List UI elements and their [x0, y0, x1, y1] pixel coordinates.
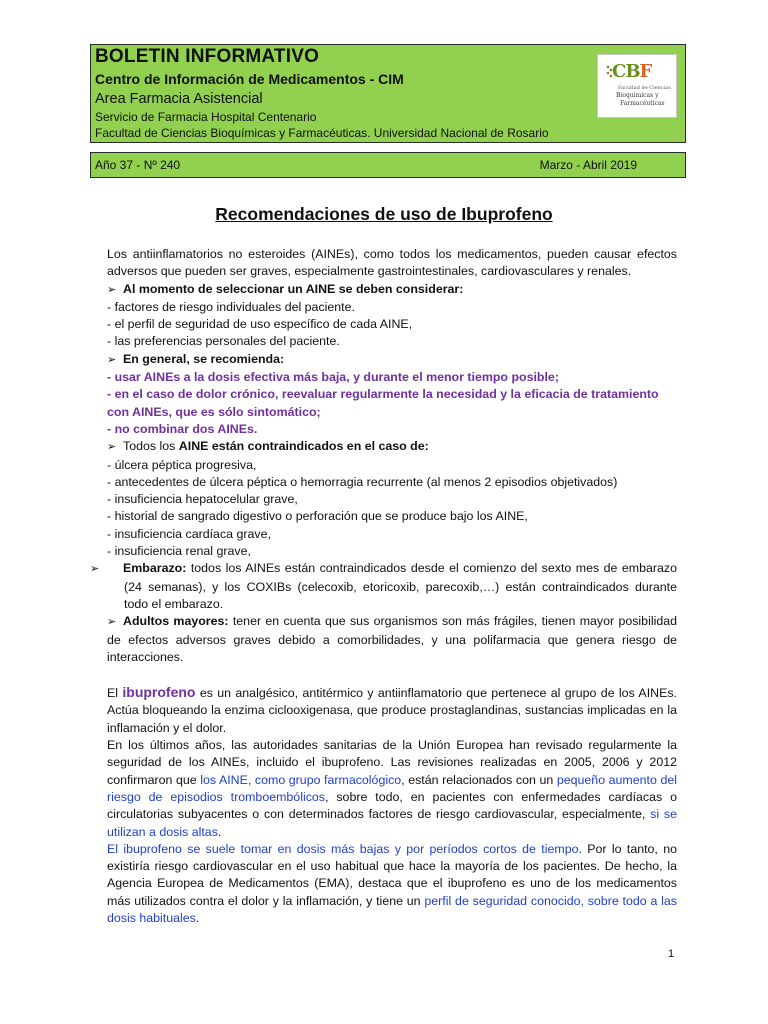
highlight-text: los AINE, como grupo farmacológico: [200, 772, 402, 787]
list-item: - el perfil de seguridad de uso específico de cada AINE,: [107, 317, 413, 332]
recommendation-item: - usar AINEs a la dosis efectiva más baja, y durante el menor tiempo posible;: [107, 370, 559, 385]
arrow-bullet-icon: ➢: [107, 353, 117, 366]
spacer: [107, 666, 677, 684]
recommendation-item: - en el caso de dolor crónico, reevaluar regularmente la necesidad y la eficacia de tratamiento con AINEs, que es sólo sintomático;: [107, 387, 659, 419]
list-item: - insuficiencia hepatocelular grave,: [107, 492, 298, 507]
text-run: , sobre todo, en pacientes con enfermedades cardíacas o circulatorias subyacentes o con determinados factores de riesgo cardiovascular, especialmente,: [107, 789, 677, 822]
ibuprofeno-paragraph: [107, 684, 677, 737]
list-item: - antecedentes de úlcera péptica o hemorragia recurrente (al menos 2 episodios objetivados): [107, 474, 618, 489]
text-run: En los últimos años, las autoridades sanitarias de la Unión Europea han revisado regularmente la seguridad de los AINEs, incluido el ibuprofeno. Las revisiones realizadas en 2005, 2006 y 2012 confirmaron que: [107, 738, 677, 787]
logo-line-3: Farmacéuticas: [620, 100, 665, 107]
faculty-logo: [597, 54, 677, 118]
list-item: - insuficiencia cardíaca grave,: [107, 526, 271, 541]
embarazo-text: todos los AINEs están contraindicados desde el comienzo del sexto mes de embarazo (24 semanas), y los COXIBs (celecoxib, etoricoxib, parecoxib,…) están contraindicados durante todo el embarazo.: [124, 561, 677, 611]
highlight-text: pequeño aumento del riesgo de episodios tromboembólicos: [107, 772, 677, 804]
area-name: Area Farmacia Asistencial: [95, 91, 263, 107]
logo-line-2: Bioquímicas y: [616, 92, 659, 99]
highlight-text: perfil de seguridad conocido, sobre todo a las dosis habituales: [107, 893, 677, 925]
logo-mark: [612, 61, 651, 82]
faculty-name: Facultad de Ciencias Bioquímicas y Farmacéuticas. Universidad Nacional de Rosario: [95, 126, 549, 140]
issue-date: Marzo - Abril 2019: [539, 158, 637, 172]
highlight-text: si se utilizan a dosis altas: [107, 807, 677, 839]
logo-mark-main: CB: [612, 61, 640, 82]
issue-banner: [90, 152, 686, 178]
arrow-bullet-icon: ➢: [107, 441, 117, 454]
list-item: - factores de riesgo individuales del paciente.: [107, 299, 355, 314]
header-banner: [90, 44, 686, 143]
recommendation-item: - no combinar dos AINEs.: [107, 421, 258, 436]
logo-mark-accent: F: [639, 61, 652, 82]
intro-paragraph: Los antiinflamatorios no esteroides (AINEs), como todos los medicamentos, pueden causar efectos adversos que pueden ser graves, especialmente gastrointestinales, cardiovasculares y renales.: [107, 247, 677, 279]
text-run: . Por lo tanto, no existiría riesgo cardiovascular en el uso habitual que hace la mayoría de los pacientes. De hecho, la Agencia Europea de Medicamentos (EMA), destaca que el ibuprofeno es uno de los medicamentos más utilizados contra el dolor y la inflamación, y tiene un: [107, 841, 677, 908]
page-number: 1: [668, 948, 675, 960]
center-name: Centro de Información de Medicamentos - CIM: [95, 71, 404, 87]
list-item: - historial de sangrado digestivo o perforación que se produce bajo los AINE,: [107, 509, 528, 524]
article-body: [90, 246, 678, 927]
text-run: El: [107, 686, 123, 701]
page-title: Recomendaciones de uso de Ibuprofeno: [215, 204, 553, 224]
heading-text: AINE están contraindicados en el caso de:: [178, 439, 429, 454]
eu-review-paragraph: [107, 737, 677, 841]
list-item: - las preferencias personales del paciente.: [107, 334, 340, 349]
highlight-text: El ibuprofeno se suele tomar en dosis más bajas y por períodos cortos de tiempo: [107, 841, 579, 856]
arrow-bullet-icon: ➢: [107, 616, 117, 629]
adultos-text: tener en cuenta que sus organismos son más frágiles, tienen mayor posibilidad de efectos adversos graves debido a comorbilidades, y una polifarmacia que genera riesgo de interacciones.: [107, 614, 678, 664]
section-adultos-mayores: [107, 613, 677, 666]
service-name: Servicio de Farmacia Hospital Centenario: [95, 110, 317, 124]
logo-line-1: Facultad de Ciencias: [618, 85, 671, 91]
text-run: .: [195, 910, 200, 925]
section-considerar-heading: [107, 281, 677, 299]
heading-text: Al momento de seleccionar un AINE se deben considerar:: [123, 281, 464, 296]
ema-paragraph: [107, 841, 677, 927]
ibuprofeno-keyword: ibuprofeno: [122, 684, 196, 701]
section-embarazo: [90, 560, 677, 613]
heading-lead: Todos los: [123, 439, 179, 454]
bulletin-title: BOLETIN INFORMATIVO: [95, 46, 320, 67]
issue-number: Año 37 - Nº 240: [95, 158, 181, 172]
text-run: .: [217, 824, 222, 839]
text-run: , están relacionados con un: [401, 772, 557, 787]
adultos-label: Adultos mayores:: [123, 614, 229, 629]
section-recomienda-heading: [107, 351, 677, 369]
list-item: - insuficiencia renal grave,: [107, 544, 251, 559]
embarazo-label: Embarazo:: [123, 561, 187, 576]
text-run: es un analgésico, antitérmico y antiinflamatorio que pertenece al grupo de los AINEs. Actúa bloqueando la enzima ciclooxigenasa, que produce prostaglandinas, sustancias implicadas en la inflamación y el dolor.: [107, 686, 677, 735]
arrow-bullet-icon: ➢: [90, 563, 100, 576]
arrow-bullet-icon: ➢: [107, 283, 117, 296]
list-item: - úlcera péptica progresiva,: [107, 457, 257, 472]
section-contraindicados-heading: [107, 438, 677, 456]
heading-text: En general, se recomienda:: [123, 351, 285, 366]
